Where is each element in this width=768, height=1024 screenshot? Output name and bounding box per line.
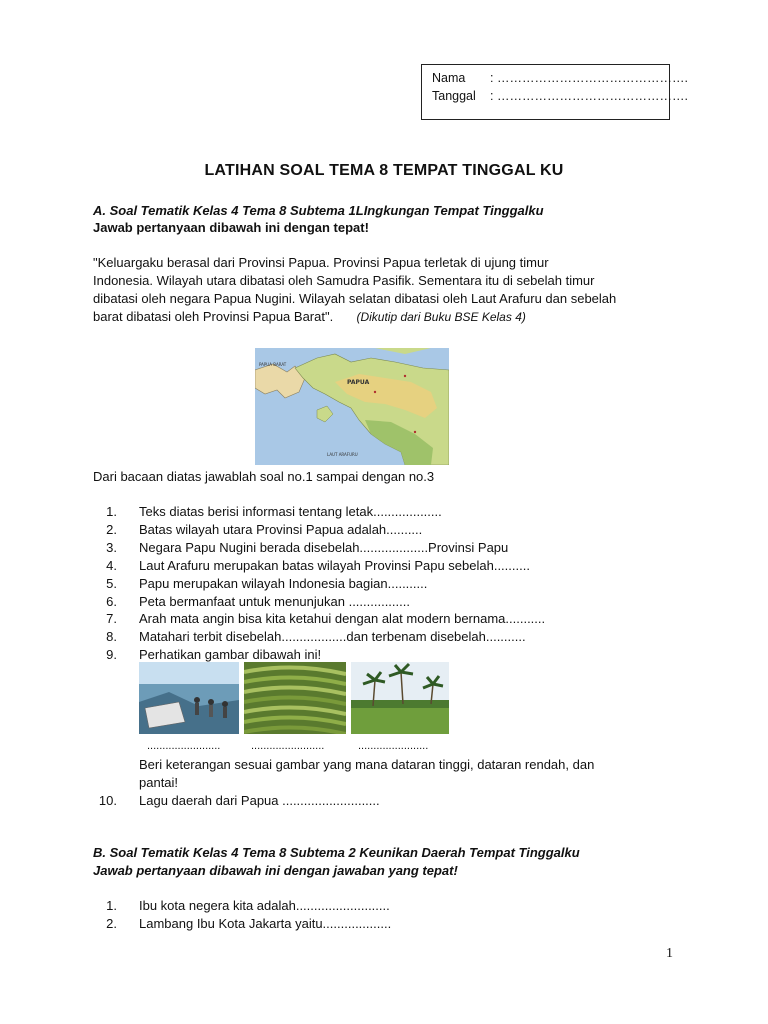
section-a-heading: A. Soal Tematik Kelas 4 Tema 8 Subtema 1LIngkungan Tempat Tinggalku [93, 203, 544, 218]
list-item [93, 629, 526, 644]
map-label-laut-arafuru: LAUT ARAFURU [327, 452, 358, 457]
map-label-papua-barat: PAPUA BARAT [259, 362, 287, 367]
list-item [93, 576, 427, 591]
question-text: Ibu kota negera kita adalah.......................... [139, 898, 390, 913]
question-text: Laut Arafuru merupakan batas wilayah Provinsi Papu sebelah.......... [139, 558, 530, 573]
passage-line-last [93, 309, 526, 324]
list-item [93, 898, 390, 913]
map-graphic [255, 348, 449, 465]
photo-coast [139, 662, 239, 734]
list-item [93, 540, 508, 555]
question-text: Arah mata angin bisa kita ketahui dengan alat modern bernama........... [139, 611, 546, 626]
page-title: LATIHAN SOAL TEMA 8 TEMPAT TINGGAL KU [204, 162, 564, 179]
question-text: Peta bermanfaat untuk menunjukan ................. [139, 594, 410, 609]
question-number: 9. [106, 647, 117, 662]
section-b-instruction: Jawab pertanyaan dibawah ini dengan jawaban yang tepat! [93, 863, 458, 878]
image-blank-3[interactable]: ....................... [358, 740, 429, 752]
page-number: 1 [666, 946, 673, 961]
lead-in-text: Dari bacaan diatas jawablah soal no.1 sampai dengan no.3 [93, 469, 435, 484]
question-number: 2. [106, 522, 117, 537]
question-number: 1. [106, 898, 117, 913]
list-item [93, 558, 530, 573]
photo-lowland-graphic [351, 662, 449, 734]
photo-lowland [351, 662, 449, 734]
question-number: 6. [106, 594, 117, 609]
list-item [93, 916, 391, 931]
question-text: Matahari terbit disebelah..................dan terbenam disebelah........... [139, 629, 526, 644]
q9-description: Beri keterangan sesuai gambar yang mana dataran tinggi, dataran rendah, dan [139, 757, 595, 772]
nama-field[interactable]: : ………………………………………. [490, 71, 688, 85]
image-blank-1[interactable]: ........................ [147, 740, 221, 752]
question-text: Perhatikan gambar dibawah ini! [139, 647, 322, 662]
image-blank-2[interactable]: ........................ [251, 740, 325, 752]
question-text: Negara Papu Nugini berada disebelah...................Provinsi Papu [139, 540, 509, 555]
tanggal-field[interactable]: : ………………………………………. [490, 89, 688, 103]
passage-text: barat dibatasi oleh Provinsi Papua Barat". [93, 309, 334, 324]
city-marker [404, 375, 406, 377]
list-item [93, 522, 422, 537]
question-number: 5. [106, 576, 117, 591]
list-item [93, 611, 545, 626]
photo-coast-graphic [139, 662, 239, 734]
city-marker [374, 391, 376, 393]
name-date-box [421, 64, 688, 120]
list-item [93, 647, 321, 662]
question-number: 2. [106, 916, 117, 931]
list-item [93, 594, 410, 609]
photo-terraces-graphic [244, 662, 346, 734]
city-marker [414, 431, 416, 433]
tanggal-label: Tanggal [432, 89, 476, 103]
passage-line: dibatasi oleh negara Papua Nugini. Wilayah selatan dibatasi oleh Laut Arafuru dan sebelah [93, 291, 617, 306]
section-a-instruction: Jawab pertanyaan dibawah ini dengan tepat! [93, 220, 369, 235]
question-number: 1. [106, 504, 117, 519]
citation: (Dikutip dari Buku BSE Kelas 4) [356, 310, 526, 324]
question-number: 10. [98, 793, 117, 808]
question-text: Lambang Ibu Kota Jakarta yaitu................... [139, 916, 392, 931]
question-text: Lagu daerah dari Papua ........................... [139, 793, 380, 808]
question-number: 8. [106, 629, 117, 644]
q9-description: pantai! [139, 775, 179, 790]
question-text: Papu merupakan wilayah Indonesia bagian........... [139, 576, 428, 591]
passage-line: "Keluargaku berasal dari Provinsi Papua. Provinsi Papua terletak di ujung timur [93, 255, 549, 270]
nama-row [432, 71, 688, 85]
question-number: 7. [106, 611, 117, 626]
papua-map [255, 348, 449, 465]
photo-terraces [244, 662, 346, 734]
question-text: Teks diatas berisi informasi tentang letak................... [139, 504, 442, 519]
map-label-papua: PAPUA [347, 379, 370, 386]
question-number: 3. [106, 540, 117, 555]
section-b-heading: B. Soal Tematik Kelas 4 Tema 8 Subtema 2 Keunikan Daerah Tempat Tinggalku [93, 845, 580, 860]
list-item [93, 504, 442, 519]
tanggal-row [432, 89, 688, 103]
question-number: 4. [106, 558, 117, 573]
passage-line: Indonesia. Wilayah utara dibatasi oleh Samudra Pasifik. Sementara itu di sebelah timur [93, 273, 595, 288]
list-item [93, 793, 380, 808]
nama-label: Nama [432, 71, 466, 85]
question-text: Batas wilayah utara Provinsi Papua adalah.......... [139, 522, 423, 537]
